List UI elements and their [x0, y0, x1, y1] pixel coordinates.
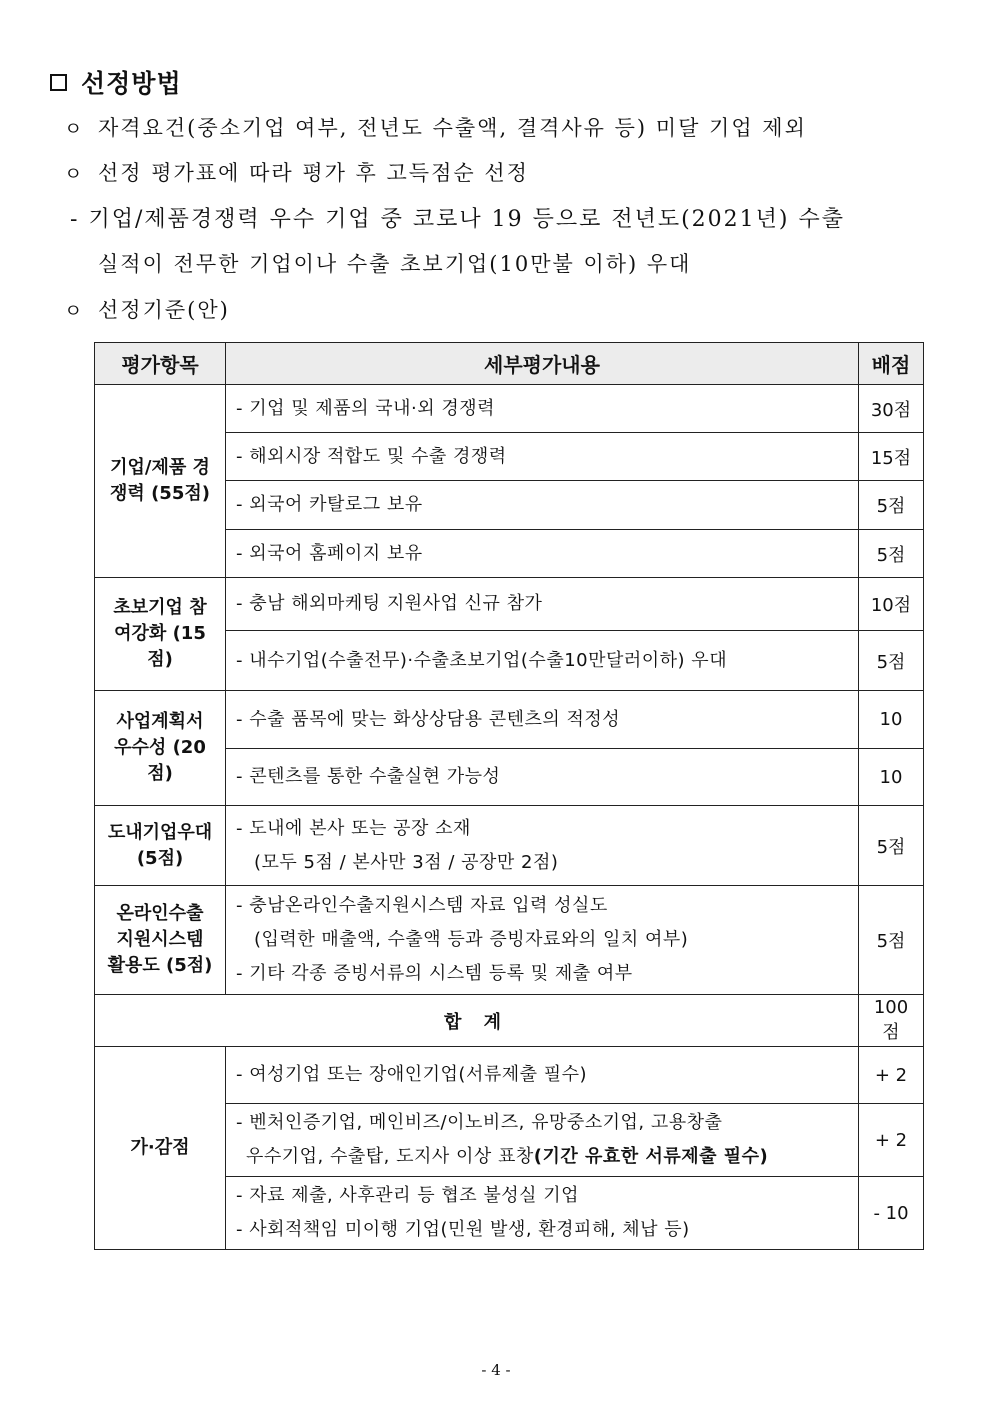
points-cell: 5점 [859, 530, 924, 578]
table-row [95, 886, 924, 995]
bullet-marker: ㅇ [64, 300, 85, 322]
points-cell: 10점 [859, 578, 924, 631]
criteria-line-text: 자격요건(중소기업 여부, 전년도 수출액, 결격사유 등) 미달 기업 제외 [98, 116, 807, 140]
category-label: 참여강화 [114, 597, 207, 644]
detail-text: - 기타 각종 증빙서류의 시스템 등록 및 제출 여부 [236, 963, 633, 984]
points-cell: 10 [859, 691, 924, 749]
detail-text: - 기업 및 제품의 국내·외 경쟁력 [236, 397, 495, 419]
category-cell [95, 578, 226, 691]
category-label: 우수성 [114, 737, 167, 758]
table-row [95, 578, 924, 631]
points-cell: 30점 [859, 385, 924, 433]
detail-text: - 자료 제출, 사후관리 등 협조 불성실 기업 [236, 1185, 579, 1206]
detail-cell [226, 749, 859, 806]
points-cell: + 2 [859, 1047, 924, 1104]
category-label: 경쟁력 [110, 457, 210, 504]
detail-cell [226, 433, 859, 481]
category-score: (20점) [147, 737, 206, 784]
detail-cell [226, 481, 859, 530]
category-label: 지원시스템 [116, 929, 204, 950]
points-cell: + 2 [859, 1104, 924, 1177]
category-label: 온라인수출 [116, 903, 204, 924]
criteria-line [64, 294, 230, 324]
detail-text: - 사회적책임 미이행 기업(민원 발생, 환경피해, 체납 등) [236, 1219, 690, 1240]
points-cell: 5점 [859, 631, 924, 691]
bullet-marker: ㅇ [64, 118, 85, 140]
category-cell [95, 886, 226, 995]
detail-text: - 충남온라인수출지원시스템 자료 입력 성실도 [236, 895, 608, 916]
points-cell: 10 [859, 749, 924, 806]
category-cell [95, 385, 226, 578]
section-title-text: 선정방법 [81, 69, 182, 98]
header-category: 평가항목 [95, 343, 226, 385]
detail-cell [226, 691, 859, 749]
detail-text-line [236, 1140, 848, 1174]
detail-cell [226, 1177, 859, 1250]
detail-cell [226, 530, 859, 578]
criteria-line-text: 선정기준(안) [98, 298, 230, 322]
detail-text: - 여성기업 또는 장애인기업(서류제출 필수) [236, 1064, 588, 1085]
points-cell: 5점 [859, 481, 924, 530]
dash-marker: - [70, 207, 80, 232]
detail-text: - 내수기업(수출전무)·수출초보기업(수출10만달러이하) 우대 [236, 649, 728, 671]
total-label: 합 계 [95, 995, 859, 1047]
points-cell: 15점 [859, 433, 924, 481]
criteria-line [64, 157, 529, 187]
category-score: (55점) [151, 483, 210, 504]
section-title [50, 64, 182, 100]
total-points: 100점 [859, 995, 924, 1047]
category-label: 활용도 [107, 955, 160, 976]
detail-text: - 충남 해외마케팅 지원사업 신규 참가 [236, 593, 543, 614]
detail-text: 우수기업, 수출탑, 도지사 이상 표창 [246, 1146, 534, 1167]
table-row [95, 1047, 924, 1104]
category-score: (5점) [136, 847, 184, 869]
bullet-marker: ㅇ [64, 163, 85, 185]
table-header-row [95, 343, 924, 385]
category-cell [95, 806, 226, 886]
detail-text: (입력한 매출액, 수출액 등과 증빙자료와의 일치 여부) [254, 929, 689, 950]
category-score: (5점) [166, 955, 213, 976]
detail-text: - 도내에 본사 또는 공장 소재 [236, 817, 471, 839]
detail-text: (모두 5점 / 본사만 3점 / 공장만 2점) [254, 851, 559, 873]
table-row [95, 806, 924, 886]
detail-cell [226, 385, 859, 433]
detail-text: - 해외시장 적합도 및 수출 경쟁력 [236, 445, 507, 467]
checkbox-square-icon [50, 74, 67, 91]
header-points: 배점 [859, 343, 924, 385]
detail-cell [226, 1047, 859, 1104]
criteria-line [70, 202, 845, 233]
category-cell [95, 691, 226, 806]
points-cell: 5점 [859, 886, 924, 995]
detail-text: - 외국어 카탈로그 보유 [236, 494, 423, 515]
category-label: 사업계획서 [116, 711, 204, 732]
category-label: 도내기업우대 [107, 821, 213, 843]
evaluation-table [94, 342, 924, 1250]
bonus-category-cell: 가·감점 [95, 1047, 226, 1250]
criteria-line-continuation [98, 248, 691, 278]
detail-text: - 콘텐츠를 통한 수출실현 가능성 [236, 766, 501, 787]
detail-cell [226, 886, 859, 995]
detail-text: - 외국어 홈페이지 보유 [236, 542, 423, 564]
detail-cell [226, 1104, 859, 1177]
detail-text-bold: (기간 유효한 서류제출 필수) [533, 1146, 769, 1167]
criteria-line-text: 실적이 전무한 기업이나 수출 초보기업(10만불 이하) 우대 [98, 252, 692, 276]
criteria-line-text: 선정 평가표에 따라 평가 후 고득점순 선정 [98, 161, 529, 185]
detail-cell [226, 631, 859, 691]
category-label: 초보기업 [113, 597, 183, 618]
criteria-line [64, 112, 807, 142]
points-cell: - 10 [859, 1177, 924, 1250]
category-score: (15점) [147, 623, 206, 670]
table-row [95, 691, 924, 749]
detail-text: - 벤처인증기업, 메인비즈/이노비즈, 유망중소기업, 고용창출 [236, 1112, 723, 1133]
header-details: 세부평가내용 [226, 343, 859, 385]
points-cell: 5점 [859, 806, 924, 886]
table-row [95, 385, 924, 433]
detail-text: - 수출 품목에 맞는 화상상담용 콘텐츠의 적정성 [236, 708, 621, 730]
total-row [95, 995, 924, 1047]
detail-cell [226, 806, 859, 886]
detail-cell [226, 578, 859, 631]
page-number: - 4 - [481, 1361, 511, 1379]
criteria-line-text: 기업/제품경쟁력 우수 기업 중 코로나 19 등으로 전년도(2021년) 수출 [88, 207, 845, 232]
category-label: 기업/제품 [110, 457, 187, 478]
